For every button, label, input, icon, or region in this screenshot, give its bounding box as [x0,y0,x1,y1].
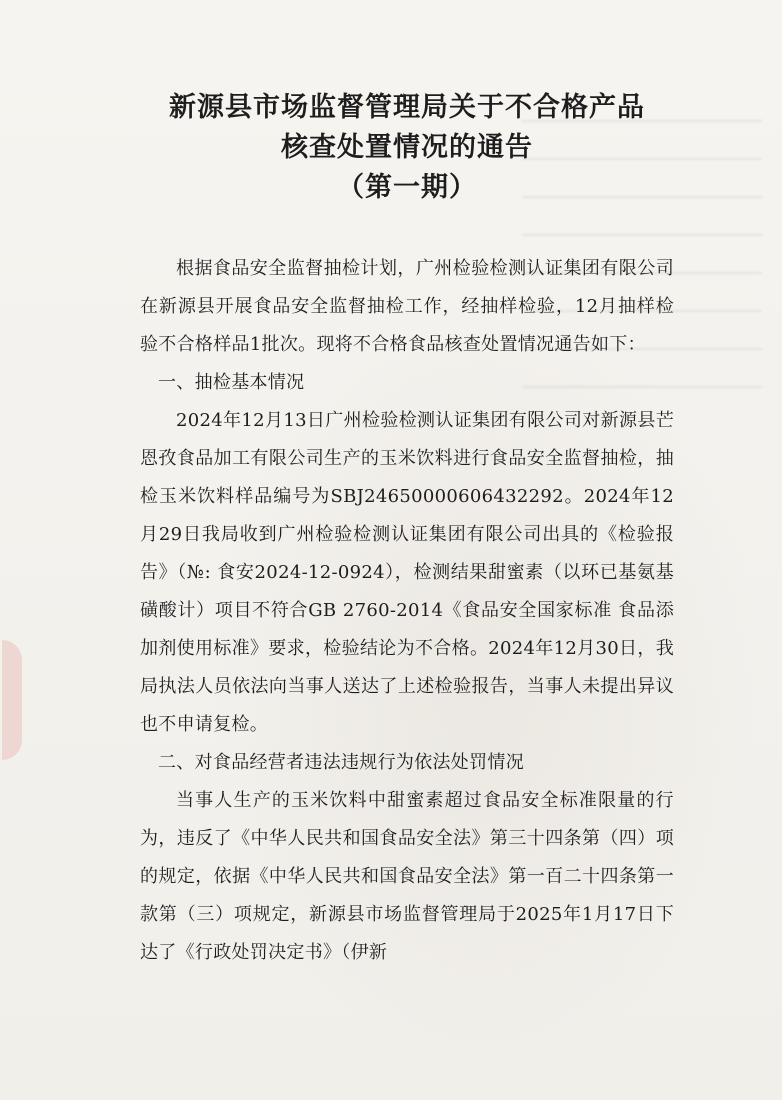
section-1-paragraph: 2024年12月13日广州检验检测认证集团有限公司对新源县芒恩孜食品加工有限公司生产的玉米饮料进行食品安全监督抽检，抽检玉米饮料样品编号为SBJ24650000606432292。2024年12月29日我局收到广州检验检测认证集团有限公司出具的《检验报告》（№: 食安2024-12-0924），检测结果甜蜜素（以环已基氨基磺酸计）项目不符合GB 2760-2014《食品安全国家标准 食品添加剂使用标准》要求，检验结论为不合格。2024年12月30日，我局执法人员依法向当事人送达了上述检验报告，当事人未提出异议也不申请复检。 [140,410,674,735]
seal-edge-mark [2,640,22,760]
section-2-paragraph: 当事人生产的玉米饮料中甜蜜素超过食品安全标准限量的行为，违反了《中华人民共和国食品安全法》第三十四条第（四）项的规定，依据《中华人民共和国食品安全法》第一百二十四条第一款第（三）项规定，新源县市场监督管理局于2025年1月17日下达了《行政处罚决定书》（伊新 [140,790,674,963]
intro-paragraph: 根据食品安全监督抽检计划，广州检验检测认证集团有限公司在新源县开展食品安全监督抽检工作，经抽样检验，12月抽样检验不合格样品1批次。现将不合格食品核查处置情况通告如下： [140,258,674,355]
section-2-heading: 二、对食品经营者违法违规行为依法处罚情况 [158,752,524,773]
document-body [140,250,674,972]
document-title [140,88,674,208]
section-1-heading: 一、抽检基本情况 [158,372,305,393]
title-line-1: 新源县市场监督管理局关于不合格产品 [169,92,645,123]
issue-label: （第一期） [337,172,477,203]
title-line-2: 核查处置情况的通告 [281,132,533,163]
